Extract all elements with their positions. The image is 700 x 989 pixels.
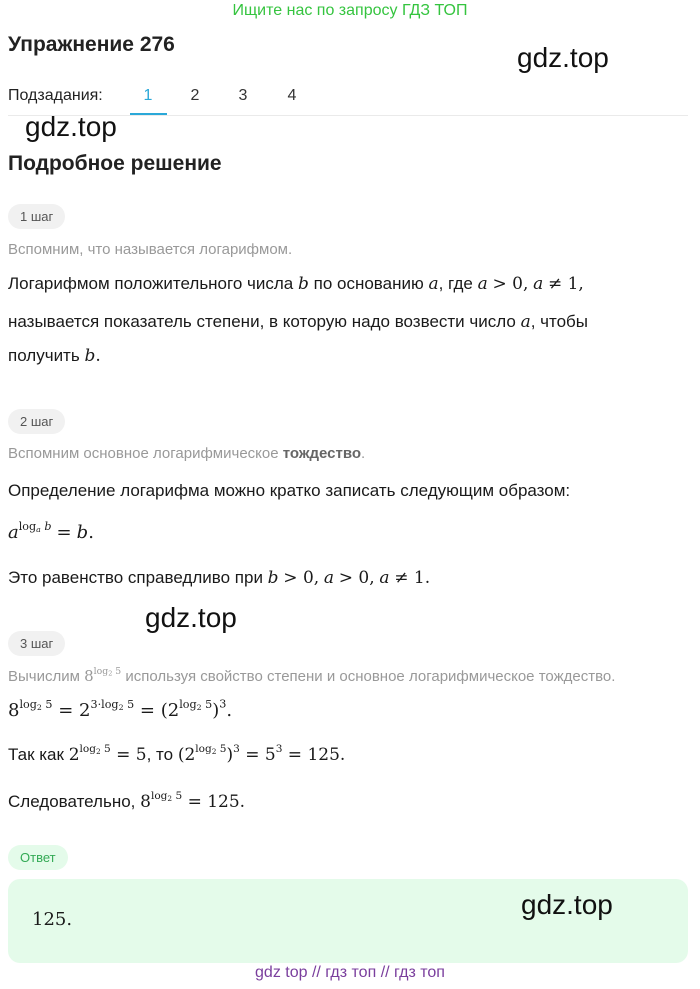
page-title: Упражнение 276 [8,33,175,56]
step-hint: Вычислим $8^{log_2 5}$ используя свойство степени и основное логарифмическое тождество. [8,666,616,685]
formula: $8^{log_2 5} = 2^{3\cdot log_2 5} = (2^{log_2 5})^3$. [8,697,233,721]
step-badge: 2 шаг [8,409,65,434]
step-badge: 3 шаг [8,631,65,656]
tab-subtask-4[interactable]: 4 [287,87,297,104]
step-text-line: получить b. [8,346,101,366]
step-hint: Вспомним основное логарифмическое тождество. [8,445,366,462]
step-text-line: Логарифмом положительного числа b по основанию a, где a > 0, a ≠ 1, [8,274,584,294]
formula: $a^{log_a b} = b$. [8,519,94,543]
subtasks-label: Подзадания: [8,87,103,104]
watermark: gdz.top [517,42,609,73]
step-text-line: Это равенство справедливо при b > 0, a > 0, a ≠ 1. [8,568,431,588]
step-text-line: Определение логарифма можно кратко записать следующим образом: [8,481,571,500]
step-text-line: называется показатель степени, в которую надо возвести число a, чтобы [8,312,589,332]
watermark: gdz.top [145,602,237,633]
step-text-line: Следовательно, $8^{log_2 5} = 125$. [8,790,246,812]
top-banner[interactable]: Ищите нас по запросу ГДЗ ТОП [232,2,468,19]
watermark: gdz.top [521,889,613,920]
step-hint: Вспомним, что называется логарифмом. [8,241,293,258]
watermark: gdz.top [25,111,117,142]
answer-value: 125. [32,909,73,930]
tab-subtask-3[interactable]: 3 [238,87,248,104]
section-title: Подробное решение [8,152,222,175]
tab-subtask-1[interactable]: 1 [143,87,153,104]
step-text-line: Так как $2^{log_2 5} = 5$, то $(2^{log_2 5})^3 = 5^3 = 125$. [8,743,346,765]
tab-subtask-2[interactable]: 2 [190,87,200,104]
step-badge: 1 шаг [8,204,65,229]
answer-badge: Ответ [8,845,68,870]
footer-links[interactable]: gdz top // гдз топ // гдз топ [255,964,445,981]
